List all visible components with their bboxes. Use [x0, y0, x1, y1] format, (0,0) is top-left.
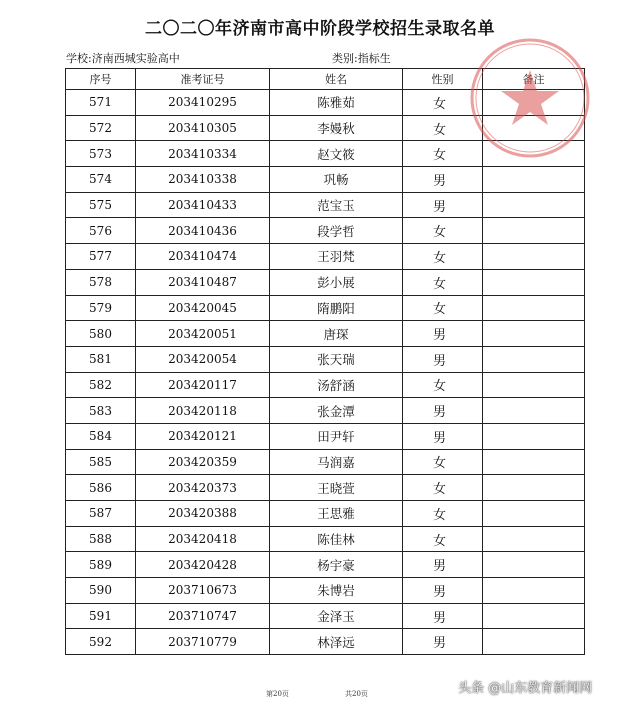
cell-exam-id: 203410295	[136, 90, 270, 116]
cell-name: 赵文筱	[270, 141, 403, 167]
cell-name: 王羽梵	[270, 244, 403, 270]
cell-remark	[483, 167, 585, 193]
table-row	[66, 192, 585, 218]
cell-exam-id: 203710779	[136, 629, 270, 655]
cell-gender: 男	[403, 346, 483, 372]
header-gender: 性别	[403, 69, 483, 90]
table-body	[66, 90, 585, 655]
cell-remark	[483, 578, 585, 604]
cell-name: 田尹轩	[270, 423, 403, 449]
cell-remark	[483, 244, 585, 270]
cell-serial: 571	[66, 90, 136, 116]
cell-serial: 589	[66, 552, 136, 578]
cell-serial: 577	[66, 244, 136, 270]
cell-remark	[483, 372, 585, 398]
cell-exam-id: 203410334	[136, 141, 270, 167]
school-name: 济南西城实验高中	[91, 52, 180, 65]
cell-gender: 女	[403, 244, 483, 270]
cell-exam-id: 203410433	[136, 192, 270, 218]
header-name: 姓名	[270, 69, 403, 90]
cell-name: 陈佳林	[270, 526, 403, 552]
school-label: 学校:	[66, 52, 92, 65]
school-line	[66, 50, 180, 66]
cell-serial: 572	[66, 115, 136, 141]
cell-gender: 女	[403, 501, 483, 527]
cell-gender: 男	[403, 552, 483, 578]
table-row	[66, 629, 585, 655]
cell-name: 汤舒涵	[270, 372, 403, 398]
cell-name: 彭小展	[270, 269, 403, 295]
cell-remark	[483, 346, 585, 372]
cell-serial: 591	[66, 603, 136, 629]
cell-gender: 女	[403, 449, 483, 475]
cell-exam-id: 203420418	[136, 526, 270, 552]
cell-exam-id: 203410305	[136, 115, 270, 141]
cell-remark	[483, 501, 585, 527]
cell-exam-id: 203420045	[136, 295, 270, 321]
cell-exam-id: 203420373	[136, 475, 270, 501]
cell-remark	[483, 295, 585, 321]
cell-serial: 585	[66, 449, 136, 475]
cell-serial: 590	[66, 578, 136, 604]
document-title: 二〇二〇年济南市高中阶段学校招生录取名单	[145, 19, 495, 39]
table-row	[66, 346, 585, 372]
cell-exam-id: 203410487	[136, 269, 270, 295]
cell-name: 马润嘉	[270, 449, 403, 475]
cell-serial: 581	[66, 346, 136, 372]
table-row	[66, 475, 585, 501]
cell-serial: 576	[66, 218, 136, 244]
cell-remark	[483, 629, 585, 655]
cell-serial: 574	[66, 167, 136, 193]
cell-serial: 588	[66, 526, 136, 552]
table-row	[66, 423, 585, 449]
cell-remark	[483, 321, 585, 347]
cell-gender: 男	[403, 629, 483, 655]
cell-gender: 男	[403, 603, 483, 629]
cell-serial: 583	[66, 398, 136, 424]
cell-gender: 女	[403, 526, 483, 552]
page-total: 共20页	[345, 690, 368, 698]
cell-exam-id: 203420118	[136, 398, 270, 424]
cell-gender: 男	[403, 578, 483, 604]
table-row	[66, 603, 585, 629]
cell-remark	[483, 398, 585, 424]
cell-gender: 男	[403, 192, 483, 218]
cell-name: 唐琛	[270, 321, 403, 347]
cell-name: 张天瑞	[270, 346, 403, 372]
header-serial: 序号	[66, 69, 136, 90]
category-line	[332, 50, 391, 66]
cell-remark	[483, 449, 585, 475]
cell-exam-id: 203710673	[136, 578, 270, 604]
cell-remark	[483, 603, 585, 629]
table-row	[66, 398, 585, 424]
table-row	[66, 218, 585, 244]
cell-exam-id: 203420388	[136, 501, 270, 527]
cell-serial: 580	[66, 321, 136, 347]
cell-name: 张金潭	[270, 398, 403, 424]
cell-gender: 女	[403, 90, 483, 116]
table-row	[66, 372, 585, 398]
category-label: 类别:	[332, 52, 358, 65]
cell-gender: 女	[403, 141, 483, 167]
cell-gender: 男	[403, 321, 483, 347]
cell-exam-id: 203410436	[136, 218, 270, 244]
cell-name: 王思雅	[270, 501, 403, 527]
cell-name: 李嫚秋	[270, 115, 403, 141]
cell-name: 范宝玉	[270, 192, 403, 218]
cell-exam-id: 203420051	[136, 321, 270, 347]
cell-serial: 587	[66, 501, 136, 527]
cell-name: 段学哲	[270, 218, 403, 244]
header-remark: 备注	[483, 69, 585, 90]
cell-exam-id: 203420428	[136, 552, 270, 578]
page-number: 第20页	[266, 690, 289, 698]
table-row	[66, 167, 585, 193]
cell-remark	[483, 423, 585, 449]
cell-exam-id: 203710747	[136, 603, 270, 629]
cell-serial: 573	[66, 141, 136, 167]
cell-gender: 女	[403, 295, 483, 321]
cell-gender: 女	[403, 475, 483, 501]
cell-remark	[483, 192, 585, 218]
cell-serial: 584	[66, 423, 136, 449]
table-row	[66, 578, 585, 604]
cell-exam-id: 203410338	[136, 167, 270, 193]
cell-name: 杨宇豪	[270, 552, 403, 578]
cell-serial: 592	[66, 629, 136, 655]
cell-name: 陈雅茹	[270, 90, 403, 116]
cell-gender: 女	[403, 218, 483, 244]
table-row	[66, 552, 585, 578]
official-seal-icon	[468, 36, 592, 160]
cell-name: 金泽玉	[270, 603, 403, 629]
cell-name: 王晓萱	[270, 475, 403, 501]
cell-remark	[483, 552, 585, 578]
category-value: 指标生	[357, 52, 391, 65]
cell-exam-id: 203420121	[136, 423, 270, 449]
cell-name: 朱博岩	[270, 578, 403, 604]
cell-serial: 586	[66, 475, 136, 501]
table-row	[66, 295, 585, 321]
cell-gender: 男	[403, 423, 483, 449]
cell-remark	[483, 475, 585, 501]
cell-serial: 575	[66, 192, 136, 218]
cell-exam-id: 203420054	[136, 346, 270, 372]
header-exam-id: 准考证号	[136, 69, 270, 90]
table-row	[66, 269, 585, 295]
table-row	[66, 244, 585, 270]
cell-gender: 女	[403, 115, 483, 141]
watermark: 头条 @山东教育新闻网	[458, 681, 593, 696]
cell-gender: 男	[403, 167, 483, 193]
cell-serial: 582	[66, 372, 136, 398]
cell-serial: 579	[66, 295, 136, 321]
cell-exam-id: 203410474	[136, 244, 270, 270]
cell-serial: 578	[66, 269, 136, 295]
cell-exam-id: 203420359	[136, 449, 270, 475]
cell-name: 巩畅	[270, 167, 403, 193]
cell-gender: 女	[403, 372, 483, 398]
cell-remark	[483, 269, 585, 295]
cell-remark	[483, 218, 585, 244]
table-row	[66, 449, 585, 475]
cell-remark	[483, 526, 585, 552]
table-row	[66, 501, 585, 527]
cell-gender: 女	[403, 269, 483, 295]
cell-name: 隋鹏阳	[270, 295, 403, 321]
cell-name: 林泽远	[270, 629, 403, 655]
cell-exam-id: 203420117	[136, 372, 270, 398]
table-row	[66, 526, 585, 552]
cell-gender: 男	[403, 398, 483, 424]
table-row	[66, 321, 585, 347]
